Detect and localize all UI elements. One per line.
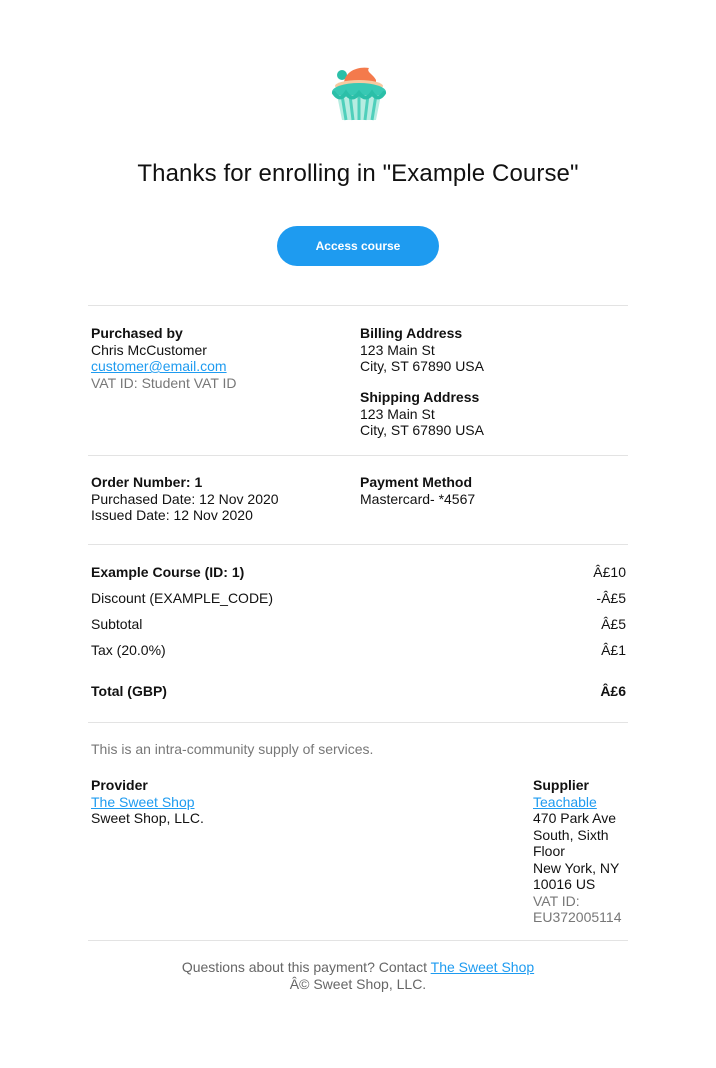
supplier-address-line: New York, NY — [533, 859, 620, 876]
shipping-heading: Shipping Address — [360, 389, 480, 405]
shipping-line1: 123 Main St — [360, 405, 435, 422]
divider — [88, 544, 628, 545]
line-item-label: Subtotal — [91, 616, 143, 632]
payment-heading: Payment Method — [360, 474, 473, 490]
line-item-course — [91, 564, 626, 580]
payment-method: Mastercard- *4567 — [360, 490, 476, 507]
divider — [88, 455, 628, 456]
divider — [88, 940, 628, 941]
supplier-link[interactable]: Teachable — [533, 793, 597, 810]
provider-link[interactable]: The Sweet Shop — [91, 793, 195, 810]
divider — [88, 305, 628, 306]
footer-contact-link[interactable]: The Sweet Shop — [430, 959, 535, 975]
purchaser-heading: Purchased by — [91, 325, 183, 341]
supplier-address-line: 470 Park Ave — [533, 810, 617, 826]
divider — [88, 722, 628, 723]
supply-note: This is an intra-community supply of services. — [91, 741, 374, 757]
supplier-vat-label: VAT ID: — [533, 892, 580, 909]
order-number: Order Number: 1 — [91, 474, 203, 490]
line-item-amount: Â£1 — [601, 642, 626, 658]
supplier-heading: Supplier — [533, 777, 590, 793]
supplier-block — [533, 777, 621, 926]
billing-address-block — [360, 325, 484, 375]
purchaser-vat: VAT ID: Student VAT ID — [91, 374, 237, 391]
supplier-address-line: South, Sixth — [533, 826, 609, 843]
shipping-address-block — [360, 389, 484, 439]
line-item-amount: Â£10 — [593, 564, 626, 580]
purchased-date: Purchased Date: 12 Nov 2020 — [91, 490, 279, 507]
line-item-label: Example Course (ID: 1) — [91, 564, 245, 580]
line-item-subtotal — [91, 616, 626, 632]
issued-date: Issued Date: 12 Nov 2020 — [91, 507, 253, 523]
line-item-amount: -Â£5 — [596, 590, 626, 606]
footer-copyright: Â© Sweet Shop, LLC. — [289, 975, 427, 992]
total-label: Total (GBP) — [91, 683, 167, 699]
line-item-total — [91, 683, 626, 699]
access-course-button[interactable]: Access course — [277, 226, 439, 266]
provider-block — [91, 777, 204, 827]
order-info-block — [91, 474, 279, 524]
purchaser-name: Chris McCustomer — [91, 341, 207, 358]
supplier-vat-value: EU372005114 — [533, 909, 622, 925]
cupcake-icon — [331, 62, 387, 124]
line-item-discount — [91, 590, 626, 606]
page-title: Thanks for enrolling in "Example Course" — [137, 160, 579, 187]
billing-line2: City, ST 67890 USA — [360, 358, 484, 374]
supplier-address-line: 10016 US — [533, 876, 596, 892]
purchaser-block — [91, 325, 237, 391]
footer — [0, 959, 716, 992]
line-item-tax — [91, 642, 626, 658]
shipping-line2: City, ST 67890 USA — [360, 422, 484, 438]
footer-question: Questions about this payment? Contact — [181, 959, 427, 975]
line-item-label: Discount (EXAMPLE_CODE) — [91, 590, 274, 606]
total-amount: Â£6 — [600, 683, 626, 699]
line-item-label: Tax (20.0%) — [91, 642, 166, 658]
line-item-amount: Â£5 — [601, 616, 626, 632]
provider-heading: Provider — [91, 777, 148, 793]
payment-method-block — [360, 474, 475, 507]
supplier-address-line: Floor — [533, 843, 565, 859]
purchaser-email-link[interactable]: customer@email.com — [91, 358, 227, 374]
billing-line1: 123 Main St — [360, 341, 435, 358]
provider-name: Sweet Shop, LLC. — [91, 810, 204, 826]
billing-heading: Billing Address — [360, 325, 463, 341]
